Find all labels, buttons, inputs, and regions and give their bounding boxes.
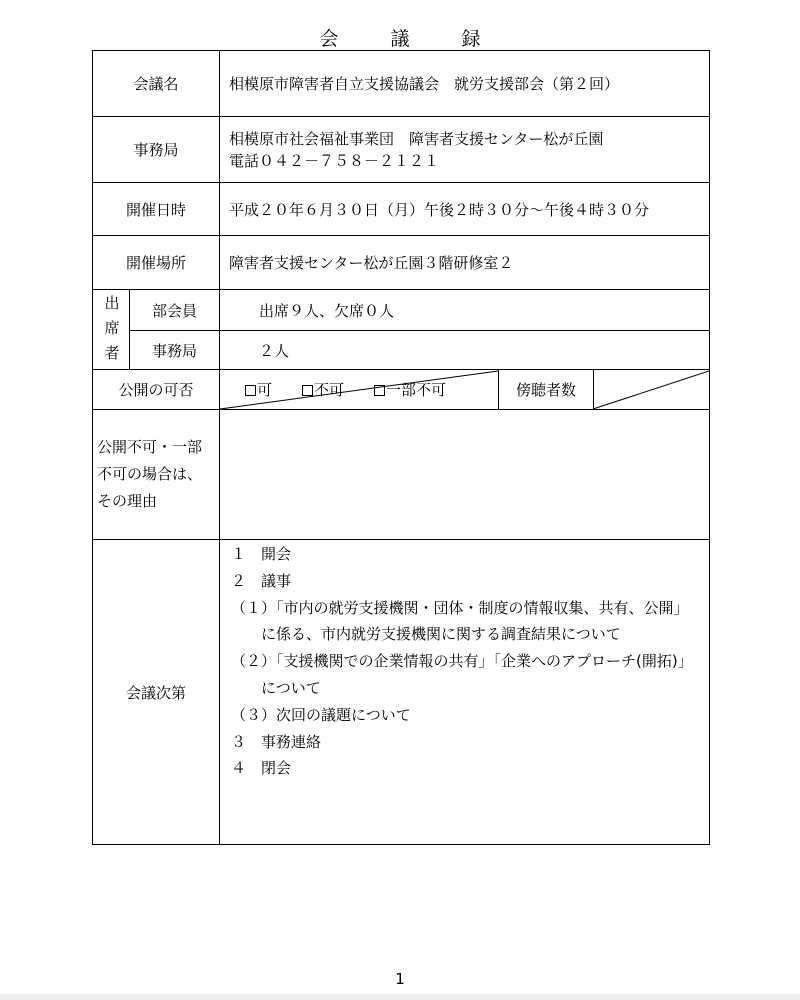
reason-label-line: その理由 xyxy=(97,492,158,510)
checkbox-icon xyxy=(302,385,313,396)
option-label: 可 xyxy=(257,381,273,399)
agenda-item: ４ 閉会 xyxy=(231,759,292,778)
agenda-item: に係る、市内就労支援機関に関する調査結果について xyxy=(261,625,621,644)
secretariat-org: 相模原市社会福祉事業団 障害者支援センター松が丘園 xyxy=(229,129,604,148)
secretariat-phone: 電話０４２－７５８－２１２１ xyxy=(229,151,440,170)
title-char: 会 xyxy=(319,28,339,50)
page-number: 1 xyxy=(395,970,405,988)
disclosure-label: 公開の可否 xyxy=(118,381,194,399)
checkbox-icon xyxy=(374,385,385,396)
reason-label-line: 公開不可・一部 xyxy=(97,438,203,456)
disclosure-options xyxy=(245,370,495,409)
minutes-table xyxy=(92,50,710,845)
option-partially-not-possible[interactable] xyxy=(374,379,446,400)
reason-label-line: 不可の場合は、 xyxy=(97,465,203,483)
title-char: 議 xyxy=(390,28,410,50)
secretariat-value xyxy=(229,117,707,182)
agenda-label: 会議次第 xyxy=(125,683,186,702)
agenda-item: （２）「支援機関での企業情報の共有」「企業へのアプローチ(開拓)」 xyxy=(231,652,693,671)
agenda-item: ３ 事務連絡 xyxy=(231,732,322,751)
agenda-item: １ 開会 xyxy=(231,545,292,563)
option-possible[interactable] xyxy=(245,379,272,400)
checkbox-icon xyxy=(245,385,256,396)
members-value: 出席９人、欠席０人 xyxy=(259,301,395,320)
meeting-name-label: 会議名 xyxy=(133,75,179,93)
option-label: 不可 xyxy=(314,381,345,399)
place-label: 開催場所 xyxy=(125,254,186,272)
title-char: 録 xyxy=(461,28,481,50)
agenda-list xyxy=(231,541,709,782)
viewer-bottom-bar xyxy=(0,994,800,1000)
date-label: 開催日時 xyxy=(125,200,186,219)
agenda-item: ２ 議事 xyxy=(231,571,292,590)
agenda-item: について xyxy=(261,678,321,697)
attendee-secretariat-label: 事務局 xyxy=(151,341,197,360)
attendees-char: 出 xyxy=(104,294,120,312)
attendees-char: 席 xyxy=(104,319,120,337)
attendees-char: 者 xyxy=(104,344,120,362)
agenda-item: （１）「市内の就労支援機関・団体・制度の情報収集、共有、公開」 xyxy=(231,598,689,617)
reason-label xyxy=(97,410,219,539)
agenda-item: （３）次回の議題について xyxy=(231,705,411,724)
document-title xyxy=(0,24,800,51)
attendees-group-label xyxy=(101,291,123,366)
option-not-possible[interactable] xyxy=(302,379,344,400)
secretariat-label: 事務局 xyxy=(133,141,179,159)
members-label: 部会員 xyxy=(151,301,197,320)
attendee-secretariat-value: ２人 xyxy=(259,341,290,360)
observers-label: 傍聴者数 xyxy=(515,381,576,399)
meeting-name-value: 相模原市障害者自立支援協議会 就労支援部会（第２回） xyxy=(229,75,620,93)
option-label: 一部不可 xyxy=(386,381,447,399)
place-value: 障害者支援センター松が丘園３階研修室２ xyxy=(229,254,514,272)
date-value: 平成２０年６月３０日（月）午後２時３０分～午後４時３０分 xyxy=(229,200,650,219)
